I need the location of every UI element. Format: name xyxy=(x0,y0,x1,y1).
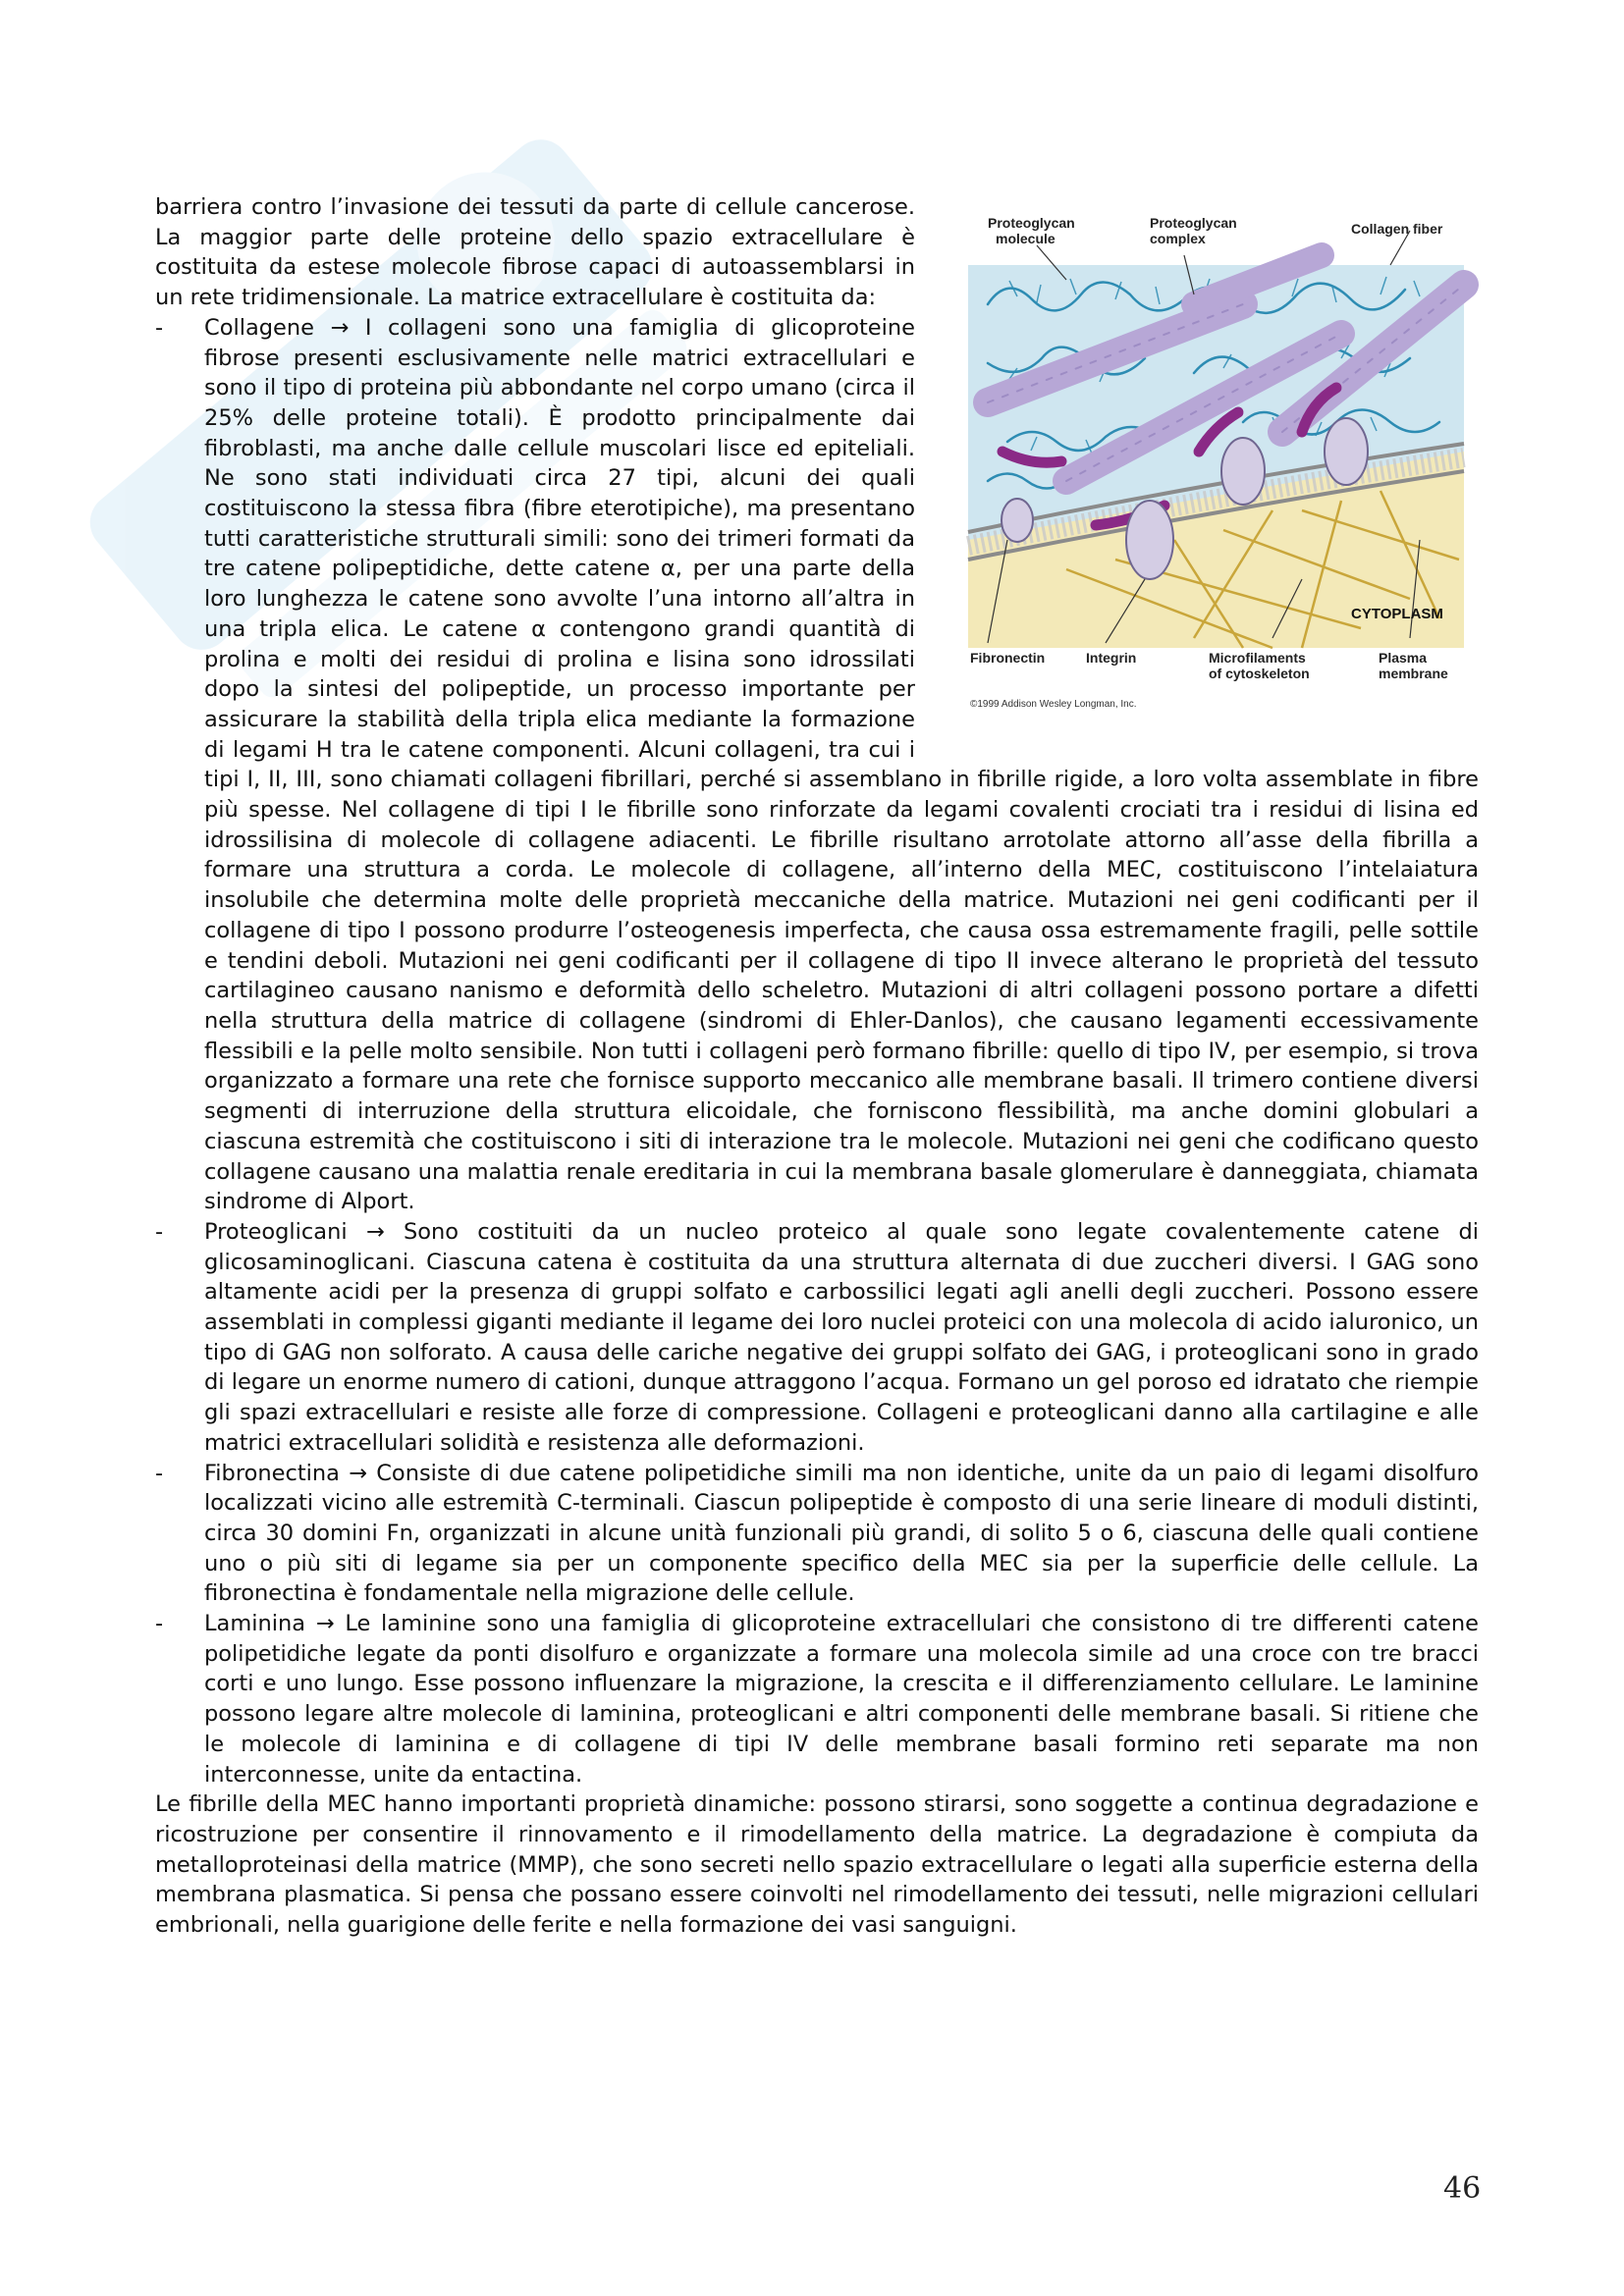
list-dash: - xyxy=(155,1611,164,1637)
page-content xyxy=(155,192,1479,1941)
list-item-collagene xyxy=(155,313,1479,1217)
list-item-text: Fibronectina → Consiste di due catene polipetidiche simili ma non identiche, unite da un paio di legami disolfuro localizzati vicino alle estremità C-terminali. Ciascun polipeptide è composto di una serie lineare di moduli distinti, circa 30 domini Fn, organizzati in alcune unità funzionali più grandi, di solito 5 o 6, ciascuna delle quali contiene uno o più siti di legame sia per un componente specifico della MEC sia per la superficie delle cellule. La fibronectina è fondamentale nella migrazione delle cellule. xyxy=(204,1460,1479,1607)
label-microfilaments-2: of cytoskeleton xyxy=(1209,666,1310,681)
list-dash: - xyxy=(155,1218,164,1245)
label-collagen-fiber: Collagen fiber xyxy=(1351,221,1443,237)
list-dash: - xyxy=(155,1460,164,1486)
list-item-text: Laminina → Le laminine sono una famiglia di glicoproteine extracellulari che consistono di tre differenti catene polipetidiche legate da ponti disolfuro e organizzate a formare una molecola simile ad una croce con tre bracci corti e uno lungo. Esse possono influenzare la migrazione, la crescita e il differenziamento cellulare. Le laminine possono legare altre molecole di laminina, proteoglicani e altri componenti delle membrane basali. Si ritiene che le molecole di laminina e di collagene di tipi IV delle membrane basali formino reti separate ma non interconnesse, unite da entactina. xyxy=(204,1611,1479,1788)
closing-paragraph: Le fibrille della MEC hanno importanti proprietà dinamiche: possono stirarsi, sono soggette a continua degradazione e ricostruzione per consentire il rinnovamento e il rimodellamento della matrice. La degradazione è compiuta da metalloproteinasi della matrice (MMP), che sono secreti nello spazio extracellulare o legati alla superficie esterna della membrana plasmatica. Si pensa che possano essere coinvolti nel rimodellamento dei tessuti, nelle migrazioni cellulari embrionali, nella guarigione delle ferite e nella formazione dei vasi sanguigni. xyxy=(155,1791,1479,1939)
page-number: 46 xyxy=(1443,2171,1482,2206)
list-item-laminina xyxy=(155,1609,1479,1789)
label-proteoglycan-molecule-1: Proteoglycan xyxy=(988,215,1075,231)
list-item-proteoglicani xyxy=(155,1217,1479,1459)
label-integrin: Integrin xyxy=(1086,650,1137,666)
label-cytoplasm: CYTOPLASM xyxy=(1351,606,1443,622)
list-dash: - xyxy=(155,314,164,341)
label-proteoglycan-complex-1: Proteoglycan xyxy=(1150,215,1237,231)
label-fibronectin: Fibronectin xyxy=(970,650,1046,666)
figure-credit: ©1999 Addison Wesley Longman, Inc. xyxy=(970,699,1137,710)
label-microfilaments-1: Microfilaments xyxy=(1209,650,1306,666)
list-item-text: Proteoglicani → Sono costituiti da un nucleo proteico al quale sono legate covalentemente catene di glicosaminoglicani. Ciascuna catena è costituita da una struttura alternata di due zuccheri diversi. I GAG sono altamente acidi per la presenza di gruppi solfato e carbossilici legati agli anelli degli zuccheri. Possono essere assemblati in complessi giganti mediante il legame dei loro nuclei proteici con una molecola di acido ialuronico, un tipo di GAG non solforato. A causa delle cariche negative dei gruppi solfato dei GAG, i proteoglicani sono in grado di legare un enorme numero di cationi, dunque attraggono l’acqua. Formano un gel poroso ed idratato che riempie gli spazi extracellulari e resiste alle forze di compressione. Collageni e proteoglicani danno alla cartilagine e alle matrici extracellulari solidità e resistenza alle deformazioni. xyxy=(204,1218,1479,1456)
label-proteoglycan-molecule-2: molecule xyxy=(996,231,1056,246)
list-item-fibronectina xyxy=(155,1459,1479,1610)
label-proteoglycan-complex-2: complex xyxy=(1150,231,1206,246)
intro-paragraph: barriera contro l’invasione dei tessuti da parte di cellule cancerose. La maggior parte delle proteine dello spazio extracellulare è costituita da estese molecole fibrose capaci di autoassemblarsi in un rete tridimensionale. La matrice extracellulare è costituita da: xyxy=(155,194,915,311)
label-plasma-membrane-1: Plasma xyxy=(1379,650,1428,666)
list-item-text: Collagene → I collageni sono una famiglia di glicoproteine fibrose presenti esclusivamente nelle matrici extracellulari e sono il tipo di proteina più abbondante nel corpo umano (circa il 25% delle proteine totali). È prodotto principalmente dai fibroblasti, ma anche dalle cellule muscolari lisce ed epiteliali. Ne sono stati individuati circa 27 tipi, alcuni dei quali costituiscono la stessa fibra (fibre eterotipiche), ma presentano tutti caratteristiche strutturali simili: sono dei trimeri formati da tre catene polipeptidiche, dette catene α, per una parte della loro lunghezza le catene sono avvolte l’una intorno all’altra in una tripla elica. Le catene α contengono grandi quantità di prolina e molti dei residui di prolina e lisina sono idrossilati dopo la sintesi del polipeptide, un processo importante per assicurare la stabilità della tripla elica mediante la formazione di legami H tra le catene componenti. Alcuni collageni, tra cui i tipi I, II, III, sono chiamati collageni fibrillari, perché si assemblano in fibrille rigide, a loro volta assemblate in fibre più spesse. Nel collagene di tipi I le fibrille sono rinforzate da legami covalenti crociati tra i residui di lisina ed idrossilisina di molecole di collagene adiacenti. Le fibrille risultano arrotolate attorno all’asse della fibrilla a formare una struttura a corda. Le molecole di collagene, all’interno della MEC, costituiscono l’intelaiatura insolubile che determina molte delle proprietà meccaniche della matrice. Mutazioni nei geni codificanti per il collagene di tipo I possono produrre l’osteogenesis imperfecta, che causa ossa estremamente fragili, pelle sottile e tendini deboli. Mutazioni nei geni codificanti per il collagene di tipo II invece alterano le proprietà del tessuto cartilagineo causano nanismo e deformità dello scheletro. Mutazioni di altri collageni possono portare a difetti nella struttura della matrice di collagene (sindromi di Ehler-Danlos), che causano legamenti eccessivamente flessibili e la pelle molto sensibile. Non tutti i collageni però formano fibrille: quello di tipo IV, per esempio, si trova organizzato a formare una rete che fornisce supporto meccanico alle membrane basali. Il trimero contiene diversi segmenti di interruzione della struttura elicoidale, che forniscono flessibilità, ma anche domini globulari a ciascuna estremità che costituiscono i siti di interazione tra le molecole. Mutazioni nei geni che codificano questo collagene causano una malattia renale ereditaria in cui la membrana basale glomerulare è danneggiata, chiamata sindrome di Alport. xyxy=(204,314,1479,1215)
label-plasma-membrane-2: membrane xyxy=(1379,666,1448,681)
